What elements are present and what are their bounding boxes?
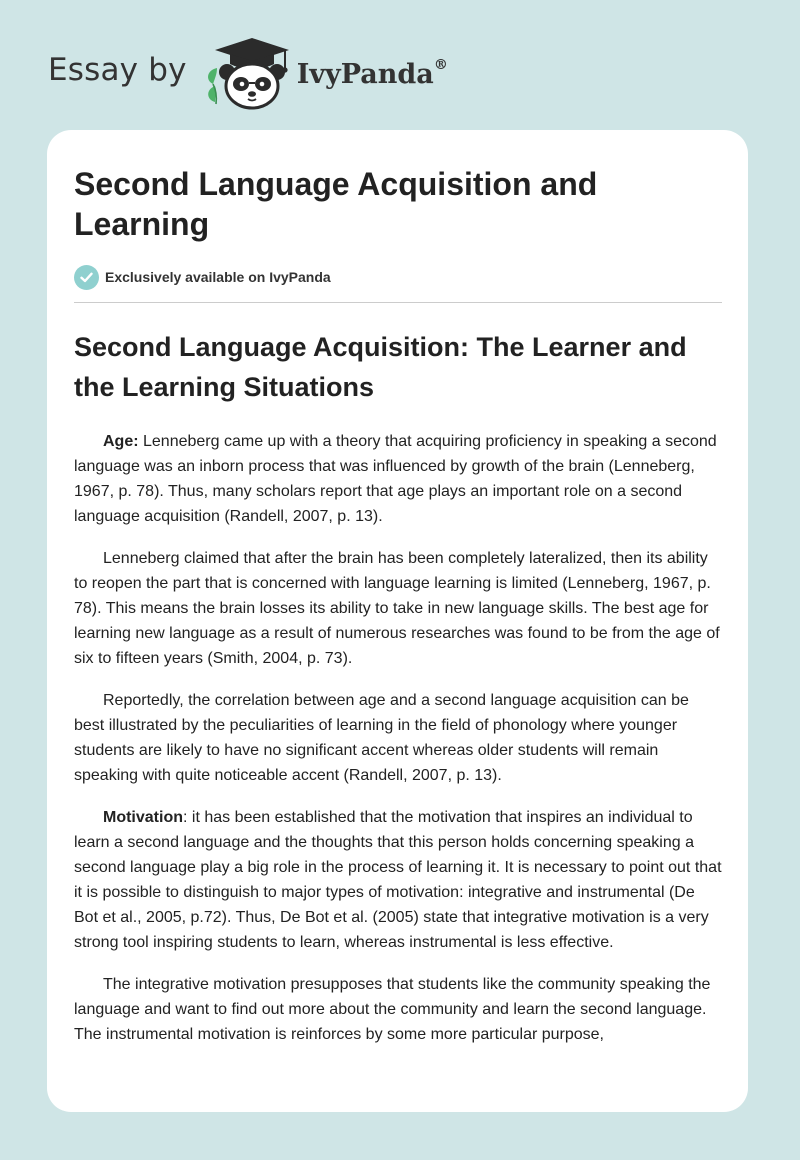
- check-icon: [74, 265, 99, 290]
- panda-mascot-icon: [203, 34, 295, 110]
- exclusive-label: Exclusively available on IvyPanda: [105, 269, 331, 285]
- logo-prefix: Essay by: [48, 52, 187, 88]
- paragraph: Motivation: it has been established that the motivation that inspires an individual to learn a second language and the thoughts that this person holds concerning speaking a second language play a big role in the process of learning it. It is necessary to point out that it is possible to distinguish to major types of motivation: integrative and instrumental (De Bot et al., 2005, p.72). Thus, De Bot et al. (2005) state that integrative motivation is a very strong tool inspiring students to learn, whereas instrumental is less effective.: [74, 809, 722, 951]
- essay-card: [47, 130, 748, 1112]
- logo-brand: IvyPanda®: [296, 56, 448, 90]
- paragraph: Age: Lenneberg came up with a theory that acquiring proficiency in speaking a second language was an inborn process that was influenced by growth of the brain (Lenneberg, 1967, p. 78). Thus, many scholars report that age plays an important role on a second language acquisition (Randell, 2007, p. 13).: [74, 433, 717, 525]
- site-logo[interactable]: [48, 34, 448, 110]
- paragraph: The integrative motivation presupposes that students like the community speaking the language and want to find out more about the community and learn the second language. The instrumental motivation is reinforces by some more particular purpose,: [74, 976, 711, 1043]
- divider: [74, 302, 722, 303]
- essay-title: Second Language Acquisition and Learning: [74, 166, 598, 242]
- essay-body: [74, 429, 722, 1047]
- exclusive-badge: [74, 264, 722, 290]
- paragraph: Lenneberg claimed that after the brain has been completely lateralized, then its ability to reopen the part that is concerned with language learning is limited (Lenneberg, 1967, p. 78). This means the brain losses its ability to take in new language skills. The best age for learning new language as a result of numerous researches was found to be from the age of six to fifteen years (Smith, 2004, p. 73).: [74, 550, 720, 667]
- paragraph: Reportedly, the correlation between age and a second language acquisition can be best illustrated by the peculiarities of learning in the field of phonology where younger students are likely to have no significant accent whereas older students will remain speaking with quite noticeable accent (Randell, 2007, p. 13).: [74, 692, 689, 784]
- section-title: Second Language Acquisition: The Learner and the Learning Situations: [74, 332, 687, 402]
